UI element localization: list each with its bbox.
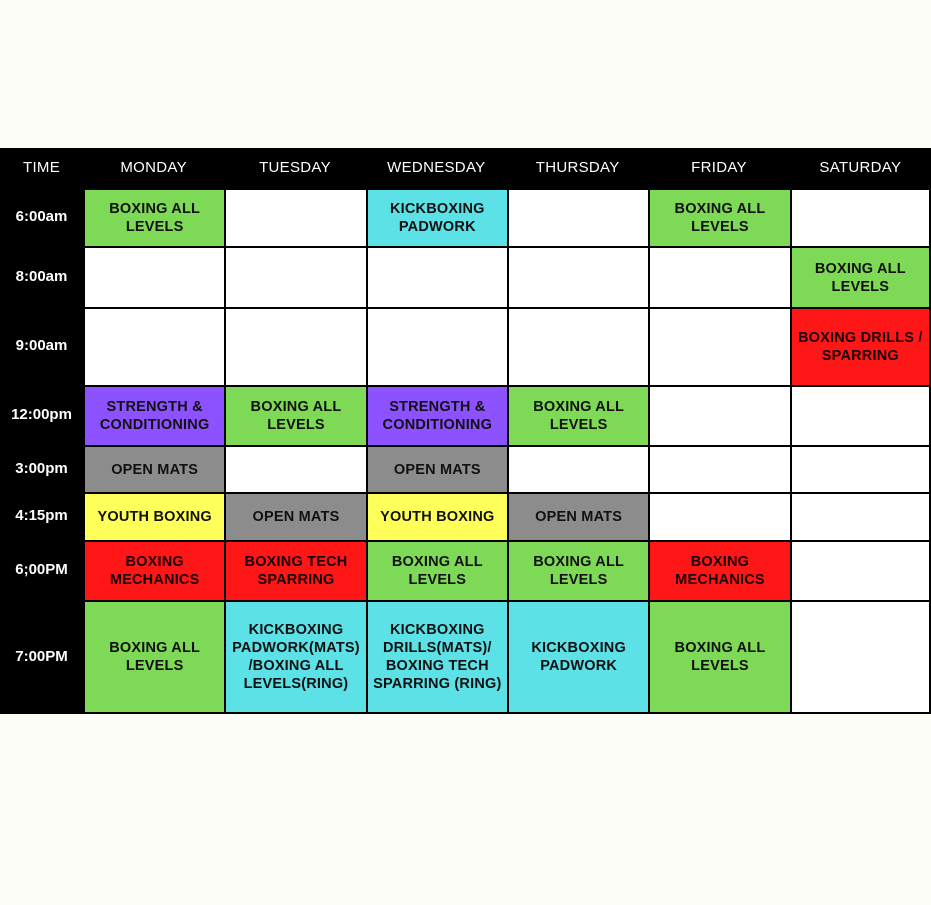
time-label: 6:00am bbox=[0, 188, 83, 246]
class-name: OPEN MATS bbox=[535, 508, 623, 525]
class-name: OPEN MATS bbox=[252, 508, 340, 525]
class-cell-thursday bbox=[507, 307, 648, 386]
class-cell-monday bbox=[83, 188, 224, 246]
class-cell-tuesday bbox=[224, 385, 365, 444]
schedule-row bbox=[0, 307, 931, 386]
class-cell-tuesday bbox=[224, 188, 365, 246]
class-cell-saturday bbox=[790, 188, 931, 246]
header-row bbox=[0, 148, 931, 188]
class-schedule bbox=[0, 148, 931, 714]
class-name: BOXING ALL LEVELS bbox=[533, 553, 625, 588]
class-name: BOXING ALL LEVELS bbox=[674, 201, 766, 236]
class-cell-wednesday bbox=[366, 600, 507, 714]
class-cell-thursday bbox=[507, 188, 648, 246]
time-label: 6;00PM bbox=[0, 540, 83, 600]
class-cell-thursday bbox=[507, 492, 648, 539]
class-cell-tuesday bbox=[224, 445, 365, 492]
schedule-row bbox=[0, 246, 931, 306]
class-name: STRENGTH & CONDITIONING bbox=[99, 399, 210, 434]
class-name: YOUTH BOXING bbox=[380, 508, 495, 525]
schedule-row bbox=[0, 445, 931, 492]
class-cell-saturday bbox=[790, 246, 931, 306]
class-name: BOXING ALL LEVELS bbox=[391, 553, 483, 588]
class-cell-friday bbox=[648, 385, 789, 444]
header-time: TIME bbox=[0, 148, 83, 188]
class-cell-monday bbox=[83, 445, 224, 492]
class-cell-tuesday bbox=[224, 540, 365, 600]
class-cell-friday bbox=[648, 600, 789, 714]
class-cell-tuesday bbox=[224, 307, 365, 386]
class-name: KICKBOXING PADWORK bbox=[531, 640, 626, 675]
schedule-row bbox=[0, 600, 931, 714]
class-name: BOXING ALL LEVELS bbox=[109, 201, 201, 236]
schedule-row bbox=[0, 540, 931, 600]
class-name: OPEN MATS bbox=[111, 461, 199, 478]
class-name: BOXING ALL LEVELS bbox=[814, 260, 906, 295]
class-cell-thursday bbox=[507, 540, 648, 600]
class-cell-saturday bbox=[790, 307, 931, 386]
class-cell-wednesday bbox=[366, 445, 507, 492]
class-cell-saturday bbox=[790, 385, 931, 444]
class-cell-tuesday bbox=[224, 246, 365, 306]
class-cell-friday bbox=[648, 188, 789, 246]
class-cell-wednesday bbox=[366, 540, 507, 600]
class-cell-saturday bbox=[790, 445, 931, 492]
class-cell-monday bbox=[83, 600, 224, 714]
time-label: 8:00am bbox=[0, 246, 83, 306]
class-cell-friday bbox=[648, 246, 789, 306]
time-label: 12:00pm bbox=[0, 385, 83, 444]
time-label: 3:00pm bbox=[0, 445, 83, 492]
time-label: 4:15pm bbox=[0, 492, 83, 539]
header-tuesday: TUESDAY bbox=[224, 148, 365, 188]
class-cell-friday bbox=[648, 307, 789, 386]
class-name: KICKBOXING PADWORK bbox=[389, 201, 485, 236]
class-cell-tuesday bbox=[224, 492, 365, 539]
class-cell-friday bbox=[648, 445, 789, 492]
class-cell-friday bbox=[648, 492, 789, 539]
class-cell-friday bbox=[648, 540, 789, 600]
class-cell-wednesday bbox=[366, 246, 507, 306]
class-cell-saturday bbox=[790, 540, 931, 600]
header-wednesday: WEDNESDAY bbox=[366, 148, 507, 188]
class-cell-saturday bbox=[790, 492, 931, 539]
class-cell-thursday bbox=[507, 385, 648, 444]
class-cell-monday bbox=[83, 385, 224, 444]
time-label: 9:00am bbox=[0, 307, 83, 386]
class-cell-monday bbox=[83, 307, 224, 386]
class-name: BOXING MECHANICS bbox=[109, 553, 200, 588]
class-cell-wednesday bbox=[366, 307, 507, 386]
class-cell-wednesday bbox=[366, 492, 507, 539]
class-cell-wednesday bbox=[366, 188, 507, 246]
class-cell-saturday bbox=[790, 600, 931, 714]
class-name: OPEN MATS bbox=[393, 461, 481, 478]
schedule-body bbox=[0, 188, 931, 714]
header-saturday: SATURDAY bbox=[790, 148, 931, 188]
class-cell-thursday bbox=[507, 445, 648, 492]
class-cell-monday bbox=[83, 540, 224, 600]
class-name: KICKBOXING DRILLS(MATS)/ BOXING TECH SPARRING (RING) bbox=[373, 622, 502, 693]
class-cell-thursday bbox=[507, 246, 648, 306]
class-name: STRENGTH & CONDITIONING bbox=[382, 399, 493, 434]
schedule-row bbox=[0, 188, 931, 246]
class-cell-monday bbox=[83, 246, 224, 306]
class-cell-monday bbox=[83, 492, 224, 539]
header-monday: MONDAY bbox=[83, 148, 224, 188]
schedule-table bbox=[0, 148, 931, 714]
class-name: YOUTH BOXING bbox=[97, 508, 212, 525]
schedule-row bbox=[0, 492, 931, 539]
schedule-row bbox=[0, 385, 931, 444]
class-name: BOXING ALL LEVELS bbox=[109, 640, 201, 675]
class-name: KICKBOXING PADWORK(MATS)/BOXING ALL LEVELS(RING) bbox=[232, 622, 360, 693]
class-name: BOXING ALL LEVELS bbox=[250, 399, 342, 434]
class-name: BOXING ALL LEVELS bbox=[674, 640, 766, 675]
time-label: 7:00PM bbox=[0, 600, 83, 714]
class-cell-thursday bbox=[507, 600, 648, 714]
class-name: BOXING ALL LEVELS bbox=[533, 399, 625, 434]
class-name: BOXING MECHANICS bbox=[675, 553, 765, 588]
header-friday: FRIDAY bbox=[648, 148, 789, 188]
class-name: BOXING DRILLS / SPARRING bbox=[797, 330, 923, 365]
header-thursday: THURSDAY bbox=[507, 148, 648, 188]
class-name: BOXING TECH SPARRING bbox=[244, 553, 348, 588]
class-cell-tuesday bbox=[224, 600, 365, 714]
class-cell-wednesday bbox=[366, 385, 507, 444]
